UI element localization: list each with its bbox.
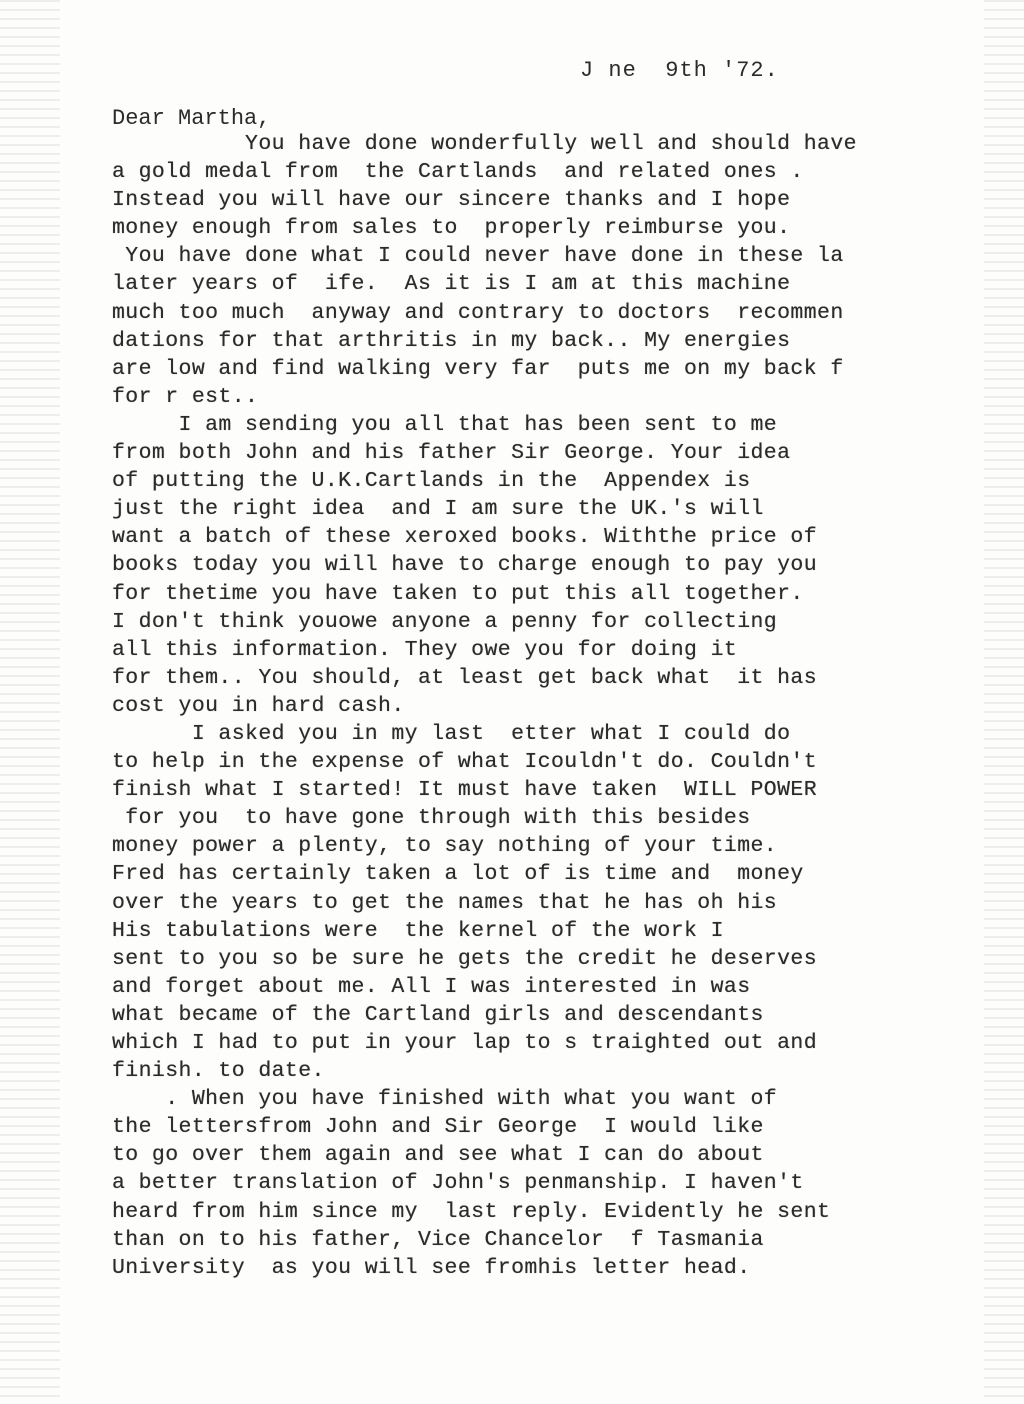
letter-line: You have done wonderfully well and should have (112, 132, 857, 156)
letter-line: Fred has certainly taken a lot of is time and money (112, 862, 804, 887)
letter-line: books today you will have to charge enough to pay you (112, 553, 818, 578)
letter-line: than on to his father, Vice Chancelor f Tasmania (112, 1227, 764, 1252)
letter-line: money power a plenty, to say nothing of your time. (112, 834, 778, 859)
letter-line: heard from him since my last reply. Evidently he sent (112, 1199, 831, 1224)
letter-line: for them.. You should, at least get back what it has (112, 665, 818, 690)
letter-body (112, 130, 1002, 1282)
letter-line: for r est.. (112, 384, 259, 409)
letter-line: I asked you in my last etter what I could do (112, 721, 791, 746)
letter-line: later years of ife. As it is I am at this machine (112, 272, 791, 297)
letter-line: for you to have gone through with this besides (112, 806, 751, 831)
letter-line: I am sending you all that has been sent to me (112, 412, 778, 437)
letter-line: . When you have finished with what you want of (112, 1087, 778, 1112)
letter-line: a gold medal from the Cartlands and related ones . (112, 160, 804, 185)
letter-date: J ne 9th '72. (580, 58, 779, 83)
letter-line: what became of the Cartland girls and descendants (112, 1002, 764, 1027)
letter-line: and forget about me. All I was interested in was (112, 974, 751, 999)
letter-line: University as you will see fromhis letter head. (112, 1255, 751, 1280)
letter-line: a better translation of John's penmanship. I haven't (112, 1171, 804, 1196)
letter-line: You have done what I could never have done in these la (112, 244, 844, 269)
letter-line: I don't think youowe anyone a penny for collecting (112, 609, 778, 634)
letter-line: finish. to date. (112, 1059, 325, 1084)
letter-line: want a batch of these xeroxed books. Withthe price of (112, 525, 818, 550)
letter-line: to go over them again and see what I can do about (112, 1143, 764, 1168)
letter-line: His tabulations were the kernel of the work I (112, 918, 724, 943)
letter-line: of putting the U.K.Cartlands in the Appendex is (112, 469, 751, 494)
letter-line: sent to you so be sure he gets the credit he deserves (112, 946, 818, 971)
letter-line: the lettersfrom John and Sir George I would like (112, 1115, 764, 1140)
letter-line: for thetime you have taken to put this all together. (112, 581, 804, 606)
letter-line: much too much anyway and contrary to doctors recommen (112, 300, 844, 325)
letter-line: finish what I started! It must have taken WILL POWER (112, 778, 818, 803)
letter-line: dations for that arthritis in my back.. My energies (112, 328, 791, 353)
letter-line: from both John and his father Sir George. Your idea (112, 441, 791, 466)
letter-line: which I had to put in your lap to s traighted out and (112, 1031, 818, 1055)
letter-line: money enough from sales to properly reimburse you. (112, 216, 791, 241)
letter-line: all this information. They owe you for doing it (112, 637, 738, 662)
letter-line: are low and find walking very far puts me on my back f (112, 356, 844, 381)
letter-line: just the right idea and I am sure the UK.'s will (112, 497, 764, 522)
letter-salutation: Dear Martha, (112, 106, 271, 131)
bleed-through-left (0, 0, 60, 1404)
letter-line: to help in the expense of what Icouldn't do. Couldn't (112, 750, 818, 775)
letter-line: cost you in hard cash. (112, 693, 405, 718)
letter-line: Instead you will have our sincere thanks and I hope (112, 188, 791, 213)
letter-line: over the years to get the names that he has oh his (112, 890, 778, 915)
